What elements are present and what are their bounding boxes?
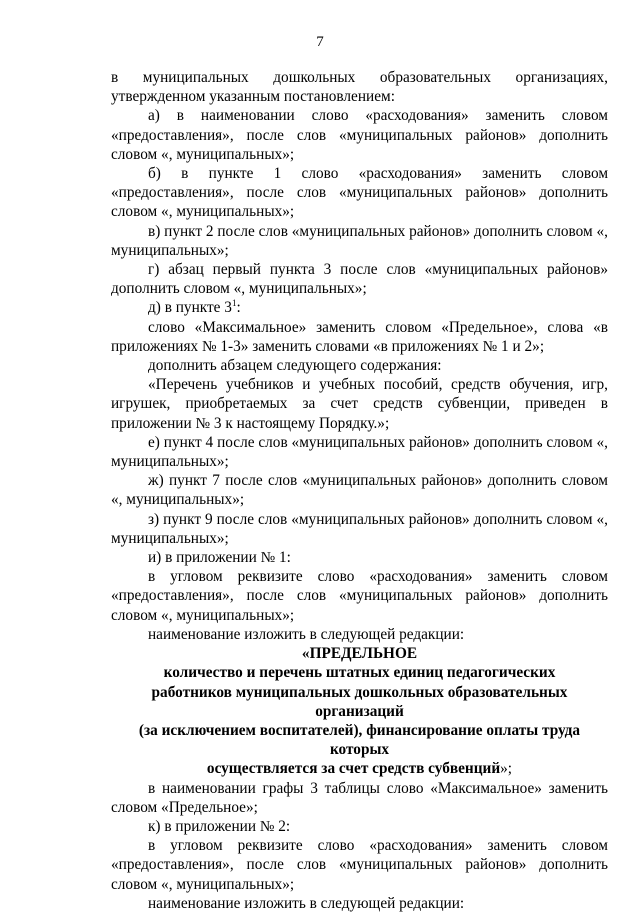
item-d-text: д) в пункте 3 <box>148 299 232 317</box>
item-d-colon: : <box>236 299 241 317</box>
heading-line-2: работников муниципальных дошкольных образовательных организаций <box>151 683 568 720</box>
paragraph-replace-word: слово «Максимальное» заменить словом «Предельное», слова «в приложениях № 1-3» заменить словами «в приложениях № 1 и 2»; <box>111 318 608 355</box>
paragraph-item-d <box>111 298 608 317</box>
paragraph-name-edition-2: наименование изложить в следующей редакции: <box>148 894 465 912</box>
document-body <box>111 68 608 913</box>
paragraph-item-v: в) пункт 2 после слов «муниципальных районов» дополнить словом «, муниципальных»; <box>111 222 609 259</box>
paragraph-intro-line1: в муниципальных дошкольных образовательных организациях, <box>111 69 608 86</box>
heading-line-1: количество и перечень штатных единиц педагогических <box>163 664 556 682</box>
heading-line-4 <box>111 759 608 778</box>
paragraph-item-k: к) в приложении № 2: <box>148 817 291 835</box>
paragraph-intro-line2: утвержденном указанным постановлением: <box>111 88 395 106</box>
paragraph-item-z: з) пункт 9 после слов «муниципальных районов» дополнить словом «, муниципальных»; <box>111 510 608 547</box>
paragraph-item-b: б) в пункте 1 слово «расходования» заменить словом «предоставления», после слов «муниципальных районов» дополнить словом «, муниципальных»; <box>111 165 608 221</box>
paragraph-add-paragraph: дополнить абзацем следующего содержания: <box>148 357 442 375</box>
paragraph-corner-requisite-2: в угловом реквизите слово «расходования» заменить словом «предоставления», после слов «муниципальных районов» дополнить словом «, муниципальных»; <box>111 837 608 893</box>
paragraph-item-zh: ж) пункт 7 после слов «муниципальных районов» дополнить словом «, муниципальных»; <box>111 472 608 509</box>
item-d-superscript: 1 <box>231 298 237 309</box>
heading-line-3: (за исключением воспитателей), финансирование оплаты труда которых <box>138 721 581 759</box>
paragraph-quoted-list: «Перечень учебников и учебных пособий, средств обучения, игр, игрушек, приобретаемых за счет средств субвенции, приведен в приложении № 3 к настоящему Порядку.»; <box>111 376 608 432</box>
paragraph-item-g: г) абзац первый пункта 3 после слов «муниципальных районов» дополнить словом «, муниципальных»; <box>111 261 608 298</box>
heading-predelnoe: «ПРЕДЕЛЬНОЕ <box>301 645 418 663</box>
paragraph-item-i: и) в приложении № 1: <box>148 549 291 567</box>
heading-line-4-closing: »; <box>500 760 513 778</box>
paragraph-corner-requisite-1: в угловом реквизите слово «расходования» заменить словом «предоставления», после слов «муниципальных районов» дополнить словом «, муниципальных»; <box>111 568 608 624</box>
heading-line-4-text: осуществляется за счет средств субвенций <box>206 760 501 778</box>
page-number: 7 <box>316 34 324 50</box>
paragraph-column-3: в наименовании графы 3 таблицы слово «Максимальное» заменить словом «Предельное»; <box>111 779 608 816</box>
paragraph-name-edition-1: наименование изложить в следующей редакции: <box>148 625 465 643</box>
paragraph-item-e: е) пункт 4 после слов «муниципальных районов» дополнить словом «, муниципальных»; <box>111 433 608 471</box>
paragraph-item-a: а) в наименовании слово «расходования» заменить словом «предоставления», после слов «муниципальных районов» дополнить словом «, муниципальных»; <box>111 107 608 163</box>
